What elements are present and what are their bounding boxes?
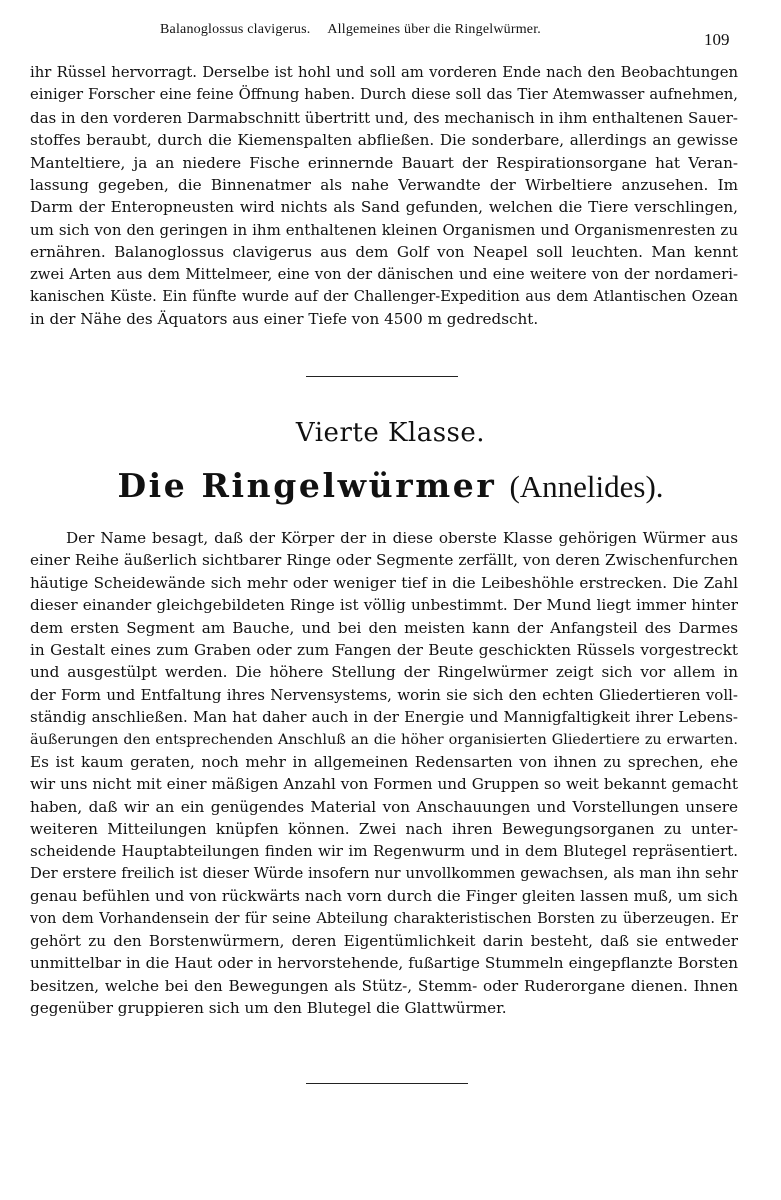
text-line: Es ist kaum geraten, noch mehr in allgemeinen Redensarten von ihnen zu sprechen, ehe bbox=[30, 752, 738, 771]
text-line: wir uns nicht mit einer mäßigen Anzahl von Formen und Gruppen so weit bekannt gemacht bbox=[30, 775, 738, 794]
paragraph-main bbox=[30, 527, 738, 1020]
text-line: einer Reihe äußerlich sichtbarer Ringe oder Segmente zerfällt, von deren Zwischenfurchen bbox=[30, 551, 738, 570]
text-line: um sich von den geringen in ihm enthaltenen kleinen Organismen und Organismenresten zu bbox=[30, 220, 738, 239]
text-line: der Form und Entfaltung ihres Nervensystems, worin sie sich den echten Gliedertieren voll- bbox=[30, 685, 738, 704]
text-line: weiteren Mitteilungen knüpfen können. Zwei nach ihren Bewegungsorganen zu unter- bbox=[30, 820, 738, 839]
text-line: genau befühlen und von rückwärts nach vorn durch die Finger gleiten lassen muß, um sich bbox=[30, 887, 738, 906]
text-line: Manteltiere, ja an niedere Fische erinnernde Bauart der Respirationsorgane hat Veran- bbox=[30, 153, 738, 172]
text-line: zwei Arten aus dem Mittelmeer, eine von der dänischen und eine weitere von der nordameri- bbox=[30, 265, 738, 283]
section-divider bbox=[306, 376, 458, 377]
text-line: scheidende Hauptabteilungen finden wir im Regenwurm und in dem Blutegel repräsentiert. bbox=[30, 842, 738, 861]
chapter-title-latin: (Annelides). bbox=[509, 469, 664, 504]
text-line: in Gestalt eines zum Graben oder zum Fangen der Beute geschickten Rüssels vorgestreckt bbox=[30, 640, 738, 659]
text-line: Der Name besagt, daß der Körper der in diese oberste Klasse gehörigen Würmer aus bbox=[66, 529, 738, 547]
text-line: lassung gegeben, die Binnenatmer als nahe Verwandte der Wirbeltiere anzusehen. Im bbox=[30, 175, 738, 194]
text-line: einiger Forscher eine feine Öffnung haben. Durch diese soll das Tier Atemwasser aufnehmen, bbox=[30, 86, 738, 104]
text-line: gehört zu den Borstenwürmern, deren Eigentümlichkeit darin besteht, daß sie entweder bbox=[30, 932, 738, 951]
text-line: stoffes beraubt, durch die Kiemenspalten abfließen. Die sonderbare, allerdings an gewisse bbox=[30, 131, 738, 150]
class-heading: Vierte Klasse. bbox=[295, 418, 486, 448]
text-line: ernähren. Balanoglossus clavigerus aus dem Golf von Neapel soll leuchten. Man kennt bbox=[30, 243, 738, 262]
text-line: ständig anschließen. Man hat daher auch in der Energie und Mannigfaltigkeit ihrer Lebens- bbox=[30, 708, 738, 727]
page-number: 109 bbox=[704, 30, 730, 49]
running-head-german: Allgemeines über die Ringelwürmer. bbox=[327, 22, 541, 37]
text-line: kanischen Küste. Ein fünfte wurde auf der Challenger-Expedition aus dem Atlantischen Ozean bbox=[30, 287, 738, 305]
text-line: dem ersten Segment am Bauche, und bei den meisten kann der Anfangsteil des Darmes bbox=[30, 618, 738, 637]
text-line: Der erstere freilich ist dieser Würde insofern nur unvollkommen gewachsen, als man ihn sehr bbox=[30, 864, 738, 882]
text-line: in der Nähe des Äquators aus einer Tiefe von 4500 m gedredscht. bbox=[30, 310, 539, 329]
running-head bbox=[160, 22, 541, 38]
running-head-latin: Balanoglossus clavigerus. bbox=[160, 22, 311, 37]
text-line: das in den vorderen Darmabschnitt übertritt und, des mechanisch in ihm enthaltenen Sauer- bbox=[30, 108, 738, 127]
text-line: äußerungen den entsprechenden Anschluß an die höher organisierten Gliedertiere zu erwarten. bbox=[30, 731, 738, 748]
chapter-title bbox=[0, 466, 781, 505]
text-line: häutige Scheidewände sich mehr oder weniger tief in die Leibeshöhle erstrecken. Die Zahl bbox=[30, 573, 738, 592]
end-divider bbox=[306, 1083, 468, 1084]
text-line: Darm der Enteropneusten wird nichts als Sand gefunden, welchen die Tiere verschlingen, bbox=[30, 198, 738, 217]
text-line: ihr Rüssel hervorragt. Derselbe ist hohl und soll am vorderen Ende nach den Beobachtungen bbox=[30, 64, 738, 81]
paragraph-continuation bbox=[30, 62, 738, 331]
text-line: unmittelbar in die Haut oder in hervorstehende, fußartige Stummeln eingepflanzte Borsten bbox=[30, 954, 738, 973]
text-line: gegenüber gruppieren sich um den Blutegel die Glattwürmer. bbox=[30, 999, 507, 1018]
text-line: von dem Vorhandensein der für seine Abteilung charakteristischen Borsten zu überzeugen. Er bbox=[30, 909, 738, 927]
text-line: und ausgestülpt werden. Die höhere Stellung der Ringelwürmer zeigt sich vor allem in bbox=[30, 663, 738, 682]
text-line: dieser einander gleichgebildeten Ringe ist völlig unbestimmt. Der Mund liegt immer hinter bbox=[30, 596, 738, 615]
text-line: besitzen, welche bei den Bewegungen als Stütz-, Stemm- oder Ruderorgane dienen. Ihnen bbox=[30, 976, 738, 995]
chapter-title-german: Die Ringelwürmer bbox=[117, 466, 497, 505]
text-line: haben, daß wir an ein genügendes Material von Anschauungen und Vorstellungen unsere bbox=[30, 797, 738, 816]
